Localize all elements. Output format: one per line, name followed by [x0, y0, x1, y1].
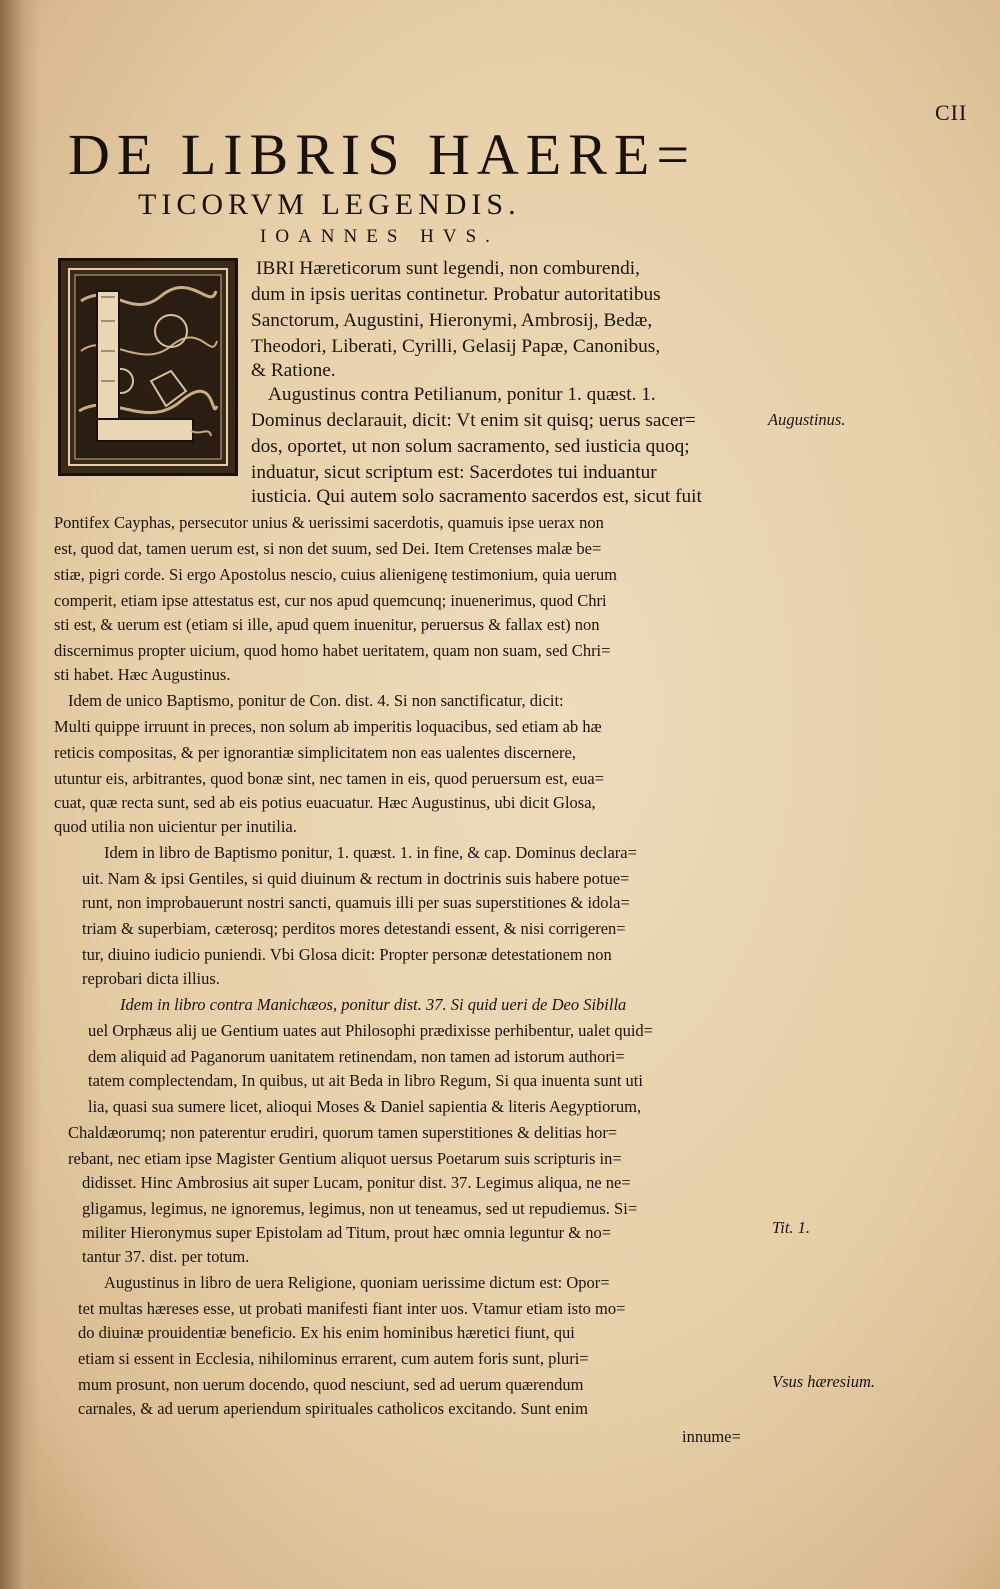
text-line: tatem complectendam, In quibus, ut ait Beda in libro Regum, Si qua inuenta sunt uti [88, 1071, 643, 1090]
text-line: reprobari dicta illius. [82, 969, 220, 988]
text-line: lia, quasi sua sumere licet, alioqui Moses & Daniel sapientia & literis Aegyptiorum, [88, 1097, 642, 1116]
text-line: sti habet. Hæc Augustinus. [54, 665, 231, 684]
text-line: didisset. Hinc Ambrosius ait super Lucam, ponitur dist. 37. Legimus aliqua, ne ne= [82, 1173, 631, 1192]
text-line: Augustinus in libro de uera Religione, quoniam uerissime dictum est: Opor= [104, 1273, 610, 1292]
text-line: tet multas hæreses esse, ut probati manifesti fiant inter uos. Vtamur etiam isto mo= [78, 1299, 626, 1318]
text-line: dos, oportet, ut non solum sacramento, sed iusticia quoq; [251, 436, 690, 457]
text-line: dum in ipsis ueritas continetur. Probatur autoritatibus [251, 284, 661, 305]
decorated-initial-letter [58, 258, 238, 476]
text-line: Augustinus contra Petilianum, ponitur 1. quæst. 1. [268, 384, 656, 405]
text-line: dem aliquid ad Paganorum uanitatem retinendam, non tamen ad istorum authori= [88, 1047, 625, 1066]
text-line: discernimus propter uicium, quod homo habet ueritatem, quam non suam, sed Chri= [54, 641, 611, 660]
text-line: triam & superbiam, cæterosq; perditos mores detestandi essent, & nisi corrigeren= [82, 919, 626, 938]
text-line: etiam si essent in Ecclesia, nihilominus errarent, cum autem foris sunt, pluri= [78, 1349, 589, 1368]
text-line: gligamus, legimus, ne ignoremus, legimus, non ut teneamus, sed ut repudiemus. Si= [82, 1199, 638, 1218]
marginal-note-usus: Vsus hæresium. [772, 1372, 875, 1391]
text-line: mum prosunt, non uerum docendo, quod nesciunt, sed ad uerum quærendum [78, 1375, 584, 1394]
text-line: Dominus declarauit, dicit: Vt enim sit quisq; uerus sacer= [251, 410, 696, 431]
text-line: Pontifex Cayphas, persecutor unius & uerissimi sacerdotis, quamuis ipse uerax non [54, 513, 604, 532]
text-line: runt, non improbauerunt nostri sancti, quamuis illi per suas superstitiones & idola= [82, 893, 630, 912]
text-line: uel Orphæus alij ue Gentium uates aut Philosophi prædixisse perhibentur, ualet quid= [88, 1021, 653, 1040]
text-line: carnales, & ad uerum aperiendum spirituales catholicos excitando. Sunt enim [78, 1399, 588, 1418]
text-line: rebant, nec etiam ipse Magister Gentium aliquot uersus Poetarum suis scripturis in= [68, 1149, 622, 1168]
catchword: innume= [682, 1427, 741, 1446]
folio-number: CII [935, 100, 968, 125]
text-line: cuat, quæ recta sunt, sed ab eis potius euacuatur. Hæc Augustinus, ubi dicit Glosa, [54, 793, 596, 812]
text-line: reticis compositas, & per ignorantiæ simplicitatem non eas ualentes discernere, [54, 743, 576, 762]
chapter-title-line-2: TICORVM LEGENDIS. [138, 188, 521, 221]
text-line: est, quod dat, tamen uerum est, si non det suum, sed Dei. Item Cretenses malæ be= [54, 539, 602, 558]
page-gutter-shadow [0, 0, 40, 1589]
marginal-note-augustinus: Augustinus. [768, 410, 846, 429]
text-line: iusticia. Qui autem solo sacramento sacerdos est, sicut fuit [251, 486, 702, 507]
text-line: Idem de unico Baptismo, ponitur de Con. dist. 4. Si non sanctificatur, dicit: [68, 691, 564, 710]
woodcut-ornament-icon [61, 261, 235, 473]
text-line: tur, diuino iudicio puniendi. Vbi Glosa dicit: Propter personæ detestationem non [82, 945, 612, 964]
text-line: IBRI Hæreticorum sunt legendi, non comburendi, [256, 258, 640, 279]
text-line: & Ratione. [251, 360, 336, 381]
text-line: quod utilia non uicientur per inutilia. [54, 817, 297, 836]
text-line: Theodori, Liberati, Cyrilli, Gelasij Papæ, Canonibus, [251, 336, 661, 357]
marginal-note-titus: Tit. 1. [772, 1218, 811, 1237]
text-line: Idem in libro de Baptismo ponitur, 1. quæst. 1. in fine, & cap. Dominus declara= [104, 843, 637, 862]
text-line: tantur 37. dist. per totum. [82, 1247, 250, 1266]
chapter-title-line-1: DE LIBRIS HAERE= [68, 122, 697, 187]
text-line: induatur, sicut scriptum est: Sacerdotes tui induantur [251, 462, 657, 483]
author-heading: IOANNES HVS. [260, 226, 499, 247]
text-line: stiæ, pigri corde. Si ergo Apostolus nescio, cuius alienigenę testimonium, quia uerum [54, 565, 617, 584]
text-line: sti est, & uerum est (etiam si ille, apud quem inuenitur, peruersus & fallax est) non [54, 615, 600, 634]
text-line: Idem in libro contra Manichæos, ponitur dist. 37. Si quid ueri de Deo Sibilla [120, 995, 627, 1014]
text-line: militer Hieronymus super Epistolam ad Titum, prout hæc omnia leguntur & no= [82, 1223, 612, 1242]
text-line: do diuinæ prouidentiæ beneficio. Ex his enim hominibus hæretici fiunt, qui [78, 1323, 575, 1342]
text-line: Sanctorum, Augustini, Hieronymi, Ambrosij, Bedæ, [251, 310, 653, 331]
text-line: comperit, etiam ipse attestatus est, cur nos apud quemcunq; inuenerimus, quod Chri [54, 591, 607, 610]
text-line: utuntur eis, arbitrantes, quod bonæ sint, nec tamen in eis, quod peruersum est, eua= [54, 769, 605, 788]
text-line: Multi quippe irruunt in preces, non solum ab imperitis loquacibus, sed etiam ab hæ [54, 717, 602, 736]
text-line: Chaldæorumq; non paterentur erudiri, quorum tamen superstitiones & delitias hor= [68, 1123, 618, 1142]
text-line: uit. Nam & ipsi Gentiles, si quid diuinum & rectum in doctrinis suis habere potue= [82, 869, 630, 888]
